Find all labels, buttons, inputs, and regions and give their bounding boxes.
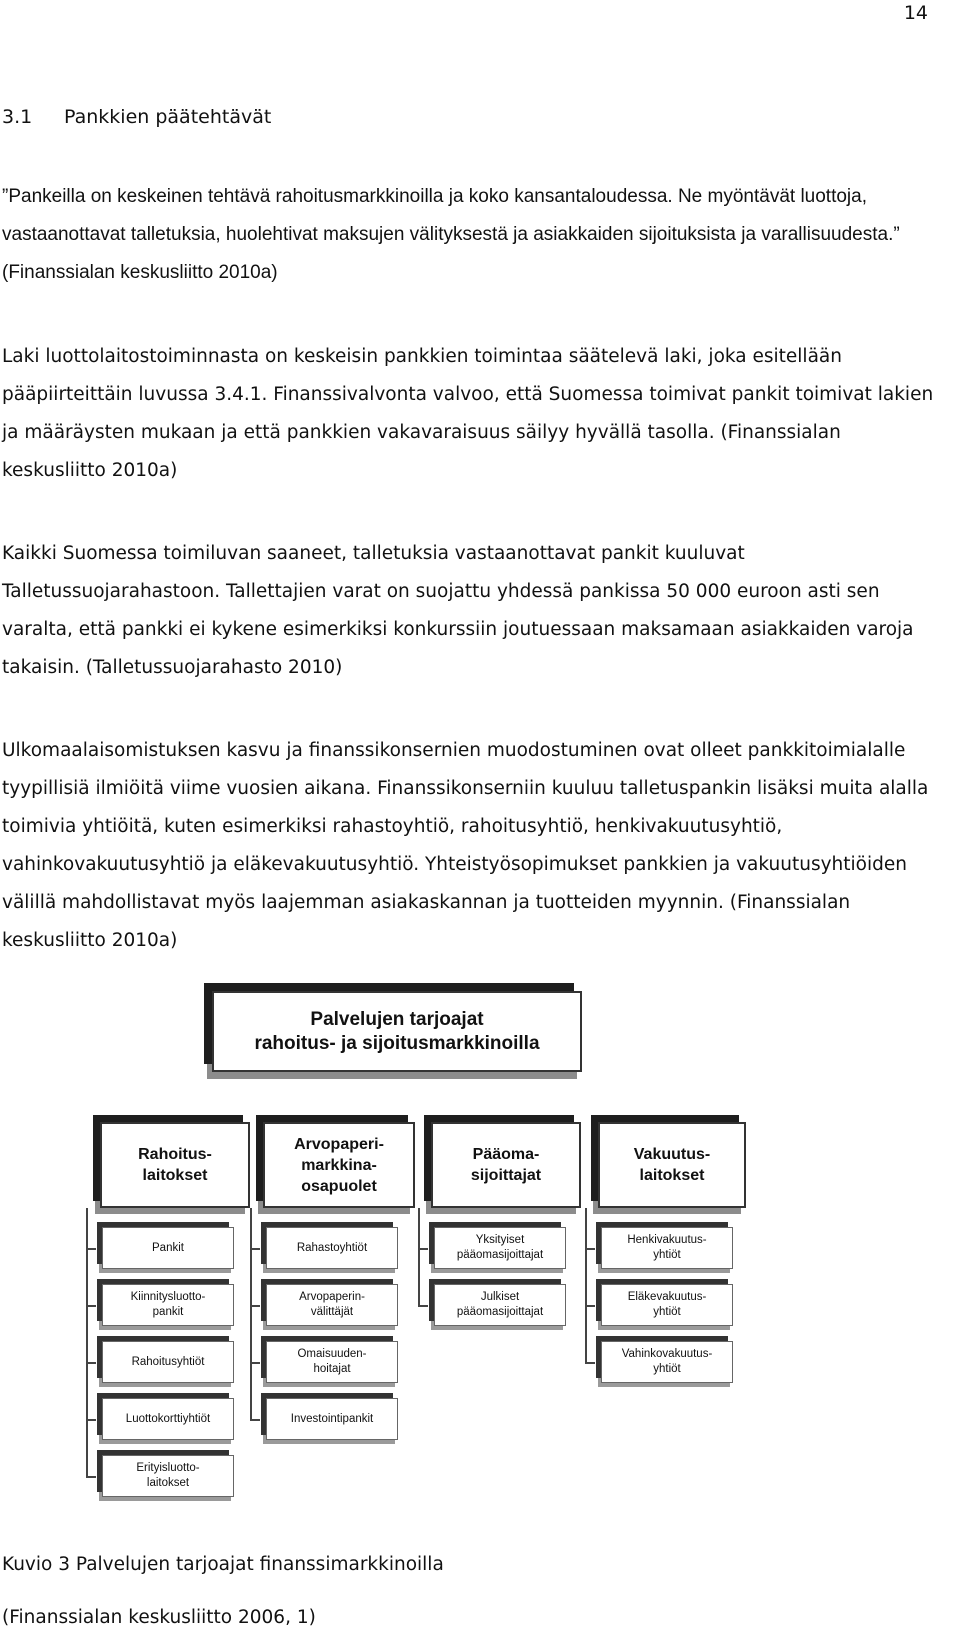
connector-branch bbox=[250, 1305, 260, 1307]
paragraph-legislation: Laki luottolaitostoiminnasta on keskeisin pankkien toimintaa säätelevä laki, joka esitellään pääpiirteittäin luvussa 3.4.1. Finanssivalvonta valvoo, että Suomessa toimivat pankit toimivat lakien ja määräysten mukaan ja että pankkien vakavaraisuus säilyy hyvällä tasolla. (Finanssialan keskusliitto 2010a) bbox=[2, 346, 934, 481]
section-heading bbox=[2, 106, 271, 128]
category-box: Arvopaperi- markkina- osapuolet bbox=[263, 1122, 415, 1208]
connector-branch bbox=[418, 1305, 428, 1307]
provider-box: Luottokorttiyhtiöt bbox=[102, 1398, 234, 1440]
provider-box: Omaisuuden- hoitajat bbox=[266, 1341, 398, 1383]
category-box: Pääoma- sijoittajat bbox=[431, 1122, 581, 1208]
connector-branch bbox=[86, 1362, 96, 1364]
connector-branch bbox=[585, 1305, 595, 1307]
provider-box: Vahinkovakuutus- yhtiöt bbox=[601, 1341, 733, 1383]
provider-box: Rahastoyhtiöt bbox=[266, 1227, 398, 1269]
section-title: Pankkien päätehtävät bbox=[64, 106, 272, 128]
connector-branch bbox=[585, 1248, 595, 1250]
provider-box: Pankit bbox=[102, 1227, 234, 1269]
connector-branch bbox=[250, 1362, 260, 1364]
provider-box: Kiinnitysluotto- pankit bbox=[102, 1284, 234, 1326]
diagram-title-line1: Palvelujen tarjoajat bbox=[310, 1008, 484, 1030]
connector-branch bbox=[418, 1248, 428, 1250]
connector-branch bbox=[250, 1248, 260, 1250]
connector-line bbox=[86, 1208, 88, 1476]
connector-branch bbox=[86, 1248, 96, 1250]
connector-branch bbox=[86, 1419, 96, 1421]
connector-line bbox=[418, 1208, 420, 1305]
diagram-title-box bbox=[212, 991, 582, 1072]
provider-box: Erityisluotto- laitokset bbox=[102, 1455, 234, 1497]
provider-box: Rahoitusyhtiöt bbox=[102, 1341, 234, 1383]
section-number: 3.1 bbox=[2, 106, 33, 128]
category-box: Rahoitus- laitokset bbox=[100, 1122, 250, 1208]
diagram-title-line2: rahoitus- ja sijoitusmarkkinoilla bbox=[254, 1032, 540, 1054]
figure-caption: Kuvio 3 Palvelujen tarjoajat finanssimarkkinoilla bbox=[2, 1554, 444, 1575]
connector-branch bbox=[86, 1305, 96, 1307]
paragraph-deposit-guarantee: Kaikki Suomessa toimiluvan saaneet, talletuksia vastaanottavat pankit kuuluvat Talletussuojarahastoon. Tallettajien varat on suojattu yhdessä pankissa 50 000 euroon asti sen varalta, että pankki ei kykene esimerkiksi konkurssiin joutuessaan maksamaan asiakkaiden varoja takaisin. (Talletussuojarahasto 2010) bbox=[2, 543, 914, 678]
connector-branch bbox=[86, 1476, 96, 1478]
page-number: 14 bbox=[903, 2, 928, 24]
paragraph-financial-groups: Ulkomaalaisomistuksen kasvu ja finanssikonsernien muodostuminen ovat olleet pankkitoimialalle tyypillisiä ilmiöitä viime vuosien aikana. Finanssikonserniin kuuluu talletuspankin lisäksi muita alalla toimivia yhtiöitä, kuten esimerkiksi rahastoyhtiö, rahoitusyhtiö, henkivakuutusyhtiö, vahinkovakuutusyhtiö ja eläkevakuutusyhtiö. Yhteistyösopimukset pankkien ja vakuutusyhtiöiden välillä mahdollistavat myös laajemman asiakaskannan ja tuotteiden myynnin. (Finanssialan keskusliitto 2010a) bbox=[2, 740, 929, 951]
connector-branch bbox=[250, 1419, 260, 1421]
category-box: Vakuutus- laitokset bbox=[598, 1122, 746, 1208]
connector-line bbox=[250, 1208, 252, 1419]
provider-box: Julkiset pääomasijoittajat bbox=[434, 1284, 566, 1326]
provider-box: Investointipankit bbox=[266, 1398, 398, 1440]
provider-box: Yksityiset pääomasijoittajat bbox=[434, 1227, 566, 1269]
connector-branch bbox=[585, 1362, 595, 1364]
figure-source: (Finanssialan keskusliitto 2006, 1) bbox=[2, 1607, 316, 1628]
connector-line bbox=[585, 1208, 587, 1362]
provider-box: Arvopaperin- välittäjät bbox=[266, 1284, 398, 1326]
paragraph-quote: ”Pankeilla on keskeinen tehtävä rahoitusmarkkinoilla ja koko kansantaloudessa. Ne myöntävät luottoja, vastaanottavat talletuksia, huolehtivat maksujen välityksestä ja asiakkaiden sijoituksista ja varallisuudesta.” (Finanssialan keskusliitto 2010a) bbox=[2, 186, 900, 283]
provider-box: Henkivakuutus- yhtiöt bbox=[601, 1227, 733, 1269]
provider-box: Eläkevakuutus- yhtiöt bbox=[601, 1284, 733, 1326]
